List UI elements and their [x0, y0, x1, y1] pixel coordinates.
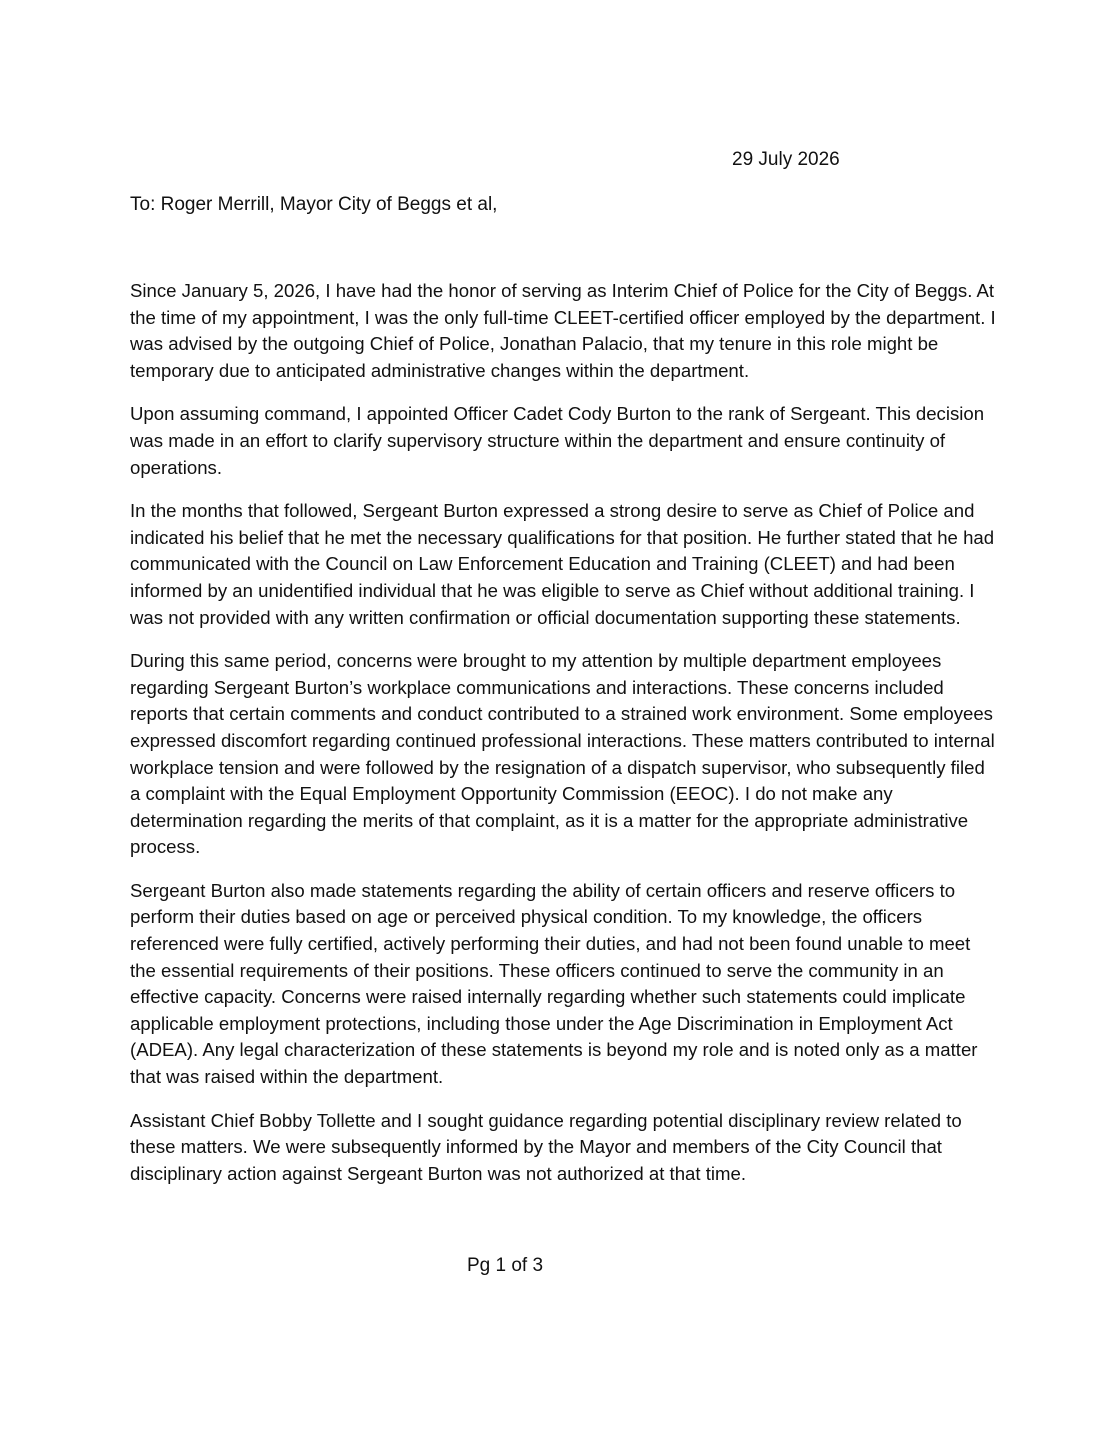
paragraph-4: During this same period, concerns were brought to my attention by multiple department employees regarding Sergeant Burton’s workplace communications and interactions. These concerns included reports that certain comments and conduct contributed to a strained work environment. Some employees expressed discomfort regarding continued professional interactions. These matters contributed to internal workplace tension and were followed by the resignation of a dispatch supervisor, who subsequently filed a complaint with the Equal Employment Opportunity Commission (EEOC). I do not make any determination regarding the merits of that complaint, as it is a matter for the appropriate administrative process. [130, 650, 995, 858]
paragraph-2: Upon assuming command, I appointed Officer Cadet Cody Burton to the rank of Sergeant. This decision was made in an effort to clarify supervisory structure within the department and ensure continuity of operations. [130, 403, 985, 478]
letter-date: 29 July 2026 [732, 149, 840, 170]
paragraph-1: Since January 5, 2026, I have had the honor of serving as Interim Chief of Police for the City of Beggs. At the time of my appointment, I was the only full-time CLEET-certified officer employed by the department. I was advised by the outgoing Chief of Police, Jonathan Palacio, that my tenure in this role might be temporary due to anticipated administrative changes within the department. [130, 280, 996, 381]
paragraph-5: Sergeant Burton also made statements regarding the ability of certain officers and reserve officers to perform their duties based on age or perceived physical condition. To my knowledge, the officers referenced were fully certified, actively performing their duties, and had not been found unable to meet the essential requirements of their positions. These officers continued to serve the community in an effective capacity. Concerns were raised internally regarding whether such statements could implicate applicable employment protections, including those under the Age Discrimination in Employment Act (ADEA). Any legal characterization of these statements is beyond my role and is noted only as a matter that was raised within the department. [130, 879, 978, 1088]
letter-salutation: To: Roger Merrill, Mayor City of Beggs et al, [130, 194, 498, 215]
paragraph-6: Assistant Chief Bobby Tollette and I sought guidance regarding potential disciplinary review related to these matters. We were subsequently informed by the Mayor and members of the City Council that disciplinary action against Sergeant Burton was not authorized at that time. [130, 1109, 962, 1184]
page-number: Pg 1 of 3 [466, 1255, 544, 1276]
letter-body [130, 278, 1000, 1204]
paragraph-3: In the months that followed, Sergeant Burton expressed a strong desire to serve as Chief of Police and indicated his belief that he met the necessary qualifications for that position. He further stated that he had communicated with the Council on Law Enforcement Education and Training (CLEET) and had been informed by an unidentified individual that he was eligible to serve as Chief without additional training. I was not provided with any written confirmation or official documentation supporting these statements. [130, 500, 995, 628]
